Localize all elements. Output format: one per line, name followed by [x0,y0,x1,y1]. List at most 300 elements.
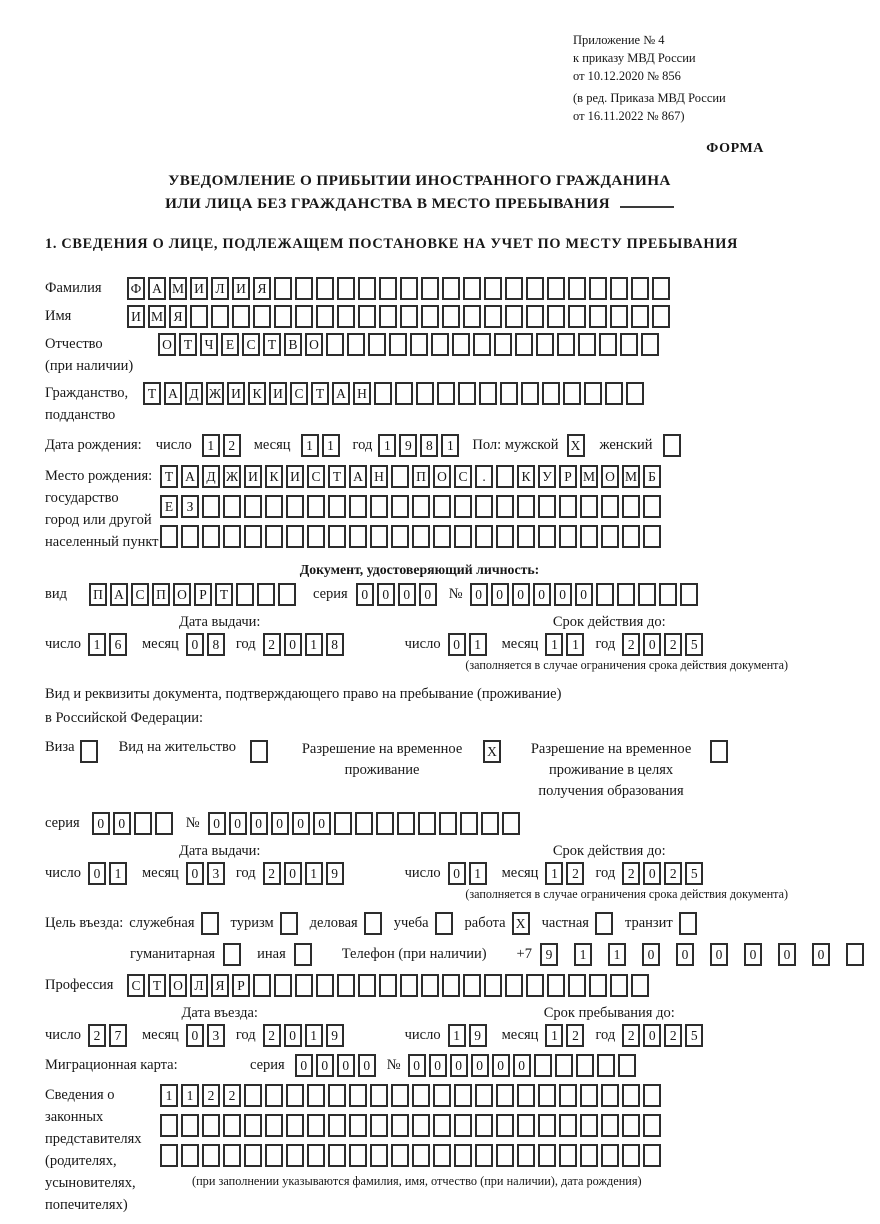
char-box[interactable]: 0 [250,812,268,835]
sex-male-checkbox[interactable]: X [567,434,585,457]
char-box[interactable] [223,1114,241,1137]
char-box[interactable]: 0 [778,943,796,966]
char-box[interactable] [349,1144,367,1167]
char-box[interactable] [643,525,661,548]
char-box[interactable] [605,382,623,405]
char-box[interactable]: 0 [575,583,593,606]
char-box[interactable]: Я [253,277,271,300]
char-box[interactable] [307,1114,325,1137]
char-box[interactable] [265,495,283,518]
char-box[interactable] [349,1084,367,1107]
char-box[interactable]: 1 [574,943,592,966]
char-box[interactable] [244,1144,262,1167]
char-box[interactable] [559,1084,577,1107]
char-box[interactable] [580,495,598,518]
char-box[interactable]: 0 [744,943,762,966]
char-box[interactable] [337,305,355,328]
char-box[interactable] [517,525,535,548]
char-box[interactable] [521,382,539,405]
char-box[interactable] [557,333,575,356]
char-box[interactable]: 0 [812,943,830,966]
char-box[interactable] [421,305,439,328]
char-box[interactable] [134,812,152,835]
char-box[interactable] [580,525,598,548]
char-box[interactable] [596,583,614,606]
char-box[interactable] [454,525,472,548]
char-box[interactable] [680,583,698,606]
char-box[interactable] [601,1114,619,1137]
char-box[interactable] [355,812,373,835]
char-box[interactable] [601,495,619,518]
char-box[interactable] [559,495,577,518]
char-box[interactable] [526,305,544,328]
char-box[interactable] [328,495,346,518]
char-box[interactable] [433,1084,451,1107]
char-box[interactable] [181,1114,199,1137]
char-box[interactable]: Л [211,277,229,300]
char-box[interactable] [274,974,292,997]
char-box[interactable] [631,277,649,300]
char-box[interactable] [295,974,313,997]
char-box[interactable] [626,382,644,405]
char-box[interactable] [484,305,502,328]
char-box[interactable] [410,333,428,356]
char-box[interactable]: 1 [545,1024,563,1047]
char-box[interactable]: 0 [337,1054,355,1077]
char-box[interactable] [643,1114,661,1137]
char-box[interactable] [412,1114,430,1137]
char-box[interactable]: 0 [186,633,204,656]
char-box[interactable] [517,1084,535,1107]
char-box[interactable] [400,277,418,300]
char-box[interactable] [475,525,493,548]
char-box[interactable] [160,525,178,548]
char-box[interactable] [584,382,602,405]
char-box[interactable] [379,305,397,328]
char-box[interactable]: 0 [284,633,302,656]
char-box[interactable] [643,495,661,518]
char-box[interactable] [563,382,581,405]
char-box[interactable]: 0 [643,1024,661,1047]
char-box[interactable]: И [244,465,262,488]
char-box[interactable] [370,1084,388,1107]
char-box[interactable]: Ч [200,333,218,356]
char-box[interactable]: Ф [127,277,145,300]
char-box[interactable]: Т [160,465,178,488]
char-box[interactable] [412,495,430,518]
char-box[interactable]: К [248,382,266,405]
char-box[interactable] [370,525,388,548]
char-box[interactable] [547,305,565,328]
char-box[interactable] [395,382,413,405]
char-box[interactable]: 1 [322,434,340,457]
char-box[interactable]: 0 [429,1054,447,1077]
char-box[interactable]: 1 [545,633,563,656]
char-box[interactable] [618,1054,636,1077]
char-box[interactable]: 9 [326,862,344,885]
char-box[interactable]: 0 [316,1054,334,1077]
char-box[interactable] [358,974,376,997]
char-box[interactable] [475,1084,493,1107]
char-box[interactable]: 2 [223,1084,241,1107]
char-box[interactable] [580,1084,598,1107]
char-box[interactable] [568,974,586,997]
char-box[interactable] [389,333,407,356]
char-box[interactable] [496,1084,514,1107]
char-box[interactable] [349,495,367,518]
char-box[interactable]: 5 [685,633,703,656]
char-box[interactable] [391,1144,409,1167]
char-box[interactable] [307,525,325,548]
char-box[interactable]: 1 [469,862,487,885]
char-box[interactable] [622,525,640,548]
char-box[interactable] [349,1114,367,1137]
char-box[interactable]: Е [160,495,178,518]
char-box[interactable] [202,495,220,518]
char-box[interactable] [349,525,367,548]
char-box[interactable] [526,277,544,300]
char-box[interactable]: У [538,465,556,488]
char-box[interactable]: С [131,583,149,606]
char-box[interactable] [538,1144,556,1167]
purpose-tourism-checkbox[interactable] [280,912,298,935]
char-box[interactable]: 0 [229,812,247,835]
char-box[interactable]: О [305,333,323,356]
purpose-transit-checkbox[interactable] [679,912,697,935]
char-box[interactable] [391,495,409,518]
char-box[interactable]: 2 [622,862,640,885]
char-box[interactable]: 1 [608,943,626,966]
char-box[interactable]: 5 [685,1024,703,1047]
char-box[interactable]: 1 [301,434,319,457]
char-box[interactable] [610,305,628,328]
char-box[interactable]: 2 [622,1024,640,1047]
char-box[interactable] [452,333,470,356]
char-box[interactable]: А [332,382,350,405]
char-box[interactable] [542,382,560,405]
char-box[interactable] [484,974,502,997]
char-box[interactable] [307,1084,325,1107]
char-box[interactable]: 1 [181,1084,199,1107]
char-box[interactable] [599,333,617,356]
char-box[interactable] [496,465,514,488]
char-box[interactable]: 1 [469,633,487,656]
char-box[interactable] [328,1114,346,1137]
char-box[interactable] [622,495,640,518]
char-box[interactable] [458,382,476,405]
char-box[interactable]: С [454,465,472,488]
char-box[interactable] [286,1144,304,1167]
char-box[interactable] [337,974,355,997]
char-box[interactable] [421,277,439,300]
char-box[interactable]: А [164,382,182,405]
char-box[interactable] [496,1144,514,1167]
char-box[interactable] [568,277,586,300]
char-box[interactable]: 0 [92,812,110,835]
char-box[interactable]: И [232,277,250,300]
char-box[interactable]: Т [148,974,166,997]
char-box[interactable] [370,495,388,518]
char-box[interactable] [391,525,409,548]
char-box[interactable] [652,305,670,328]
char-box[interactable]: 0 [513,1054,531,1077]
char-box[interactable] [601,1084,619,1107]
char-box[interactable] [601,1144,619,1167]
char-box[interactable]: П [412,465,430,488]
char-box[interactable] [431,333,449,356]
char-box[interactable] [559,1114,577,1137]
char-box[interactable]: 2 [88,1024,106,1047]
char-box[interactable]: 0 [113,812,131,835]
char-box[interactable] [601,525,619,548]
char-box[interactable] [622,1144,640,1167]
char-box[interactable] [547,974,565,997]
char-box[interactable] [253,974,271,997]
char-box[interactable] [500,382,518,405]
char-box[interactable]: 1 [441,434,459,457]
char-box[interactable] [379,974,397,997]
char-box[interactable] [473,333,491,356]
purpose-work-checkbox[interactable]: X [512,912,530,935]
char-box[interactable] [328,1144,346,1167]
char-box[interactable] [379,277,397,300]
char-box[interactable] [328,525,346,548]
char-box[interactable]: Р [194,583,212,606]
char-box[interactable]: 0 [377,583,395,606]
char-box[interactable] [505,277,523,300]
char-box[interactable] [160,1114,178,1137]
char-box[interactable]: Н [370,465,388,488]
char-box[interactable] [370,1114,388,1137]
char-box[interactable] [181,525,199,548]
char-box[interactable]: 1 [305,862,323,885]
char-box[interactable] [337,277,355,300]
char-box[interactable] [442,974,460,997]
char-box[interactable]: 2 [664,862,682,885]
char-box[interactable]: 0 [491,583,509,606]
char-box[interactable]: Т [311,382,329,405]
temp-residence-checkbox[interactable]: X [483,740,501,763]
char-box[interactable]: 9 [469,1024,487,1047]
char-box[interactable] [538,495,556,518]
char-box[interactable]: 0 [419,583,437,606]
char-box[interactable]: 0 [554,583,572,606]
char-box[interactable] [181,1144,199,1167]
char-box[interactable] [580,1144,598,1167]
char-box[interactable]: Ж [206,382,224,405]
char-box[interactable] [307,495,325,518]
char-box[interactable] [454,1144,472,1167]
char-box[interactable] [568,305,586,328]
char-box[interactable]: И [127,305,145,328]
char-box[interactable]: А [181,465,199,488]
char-box[interactable] [622,1114,640,1137]
char-box[interactable] [316,305,334,328]
char-box[interactable]: М [148,305,166,328]
char-box[interactable]: 1 [305,633,323,656]
char-box[interactable] [421,974,439,997]
char-box[interactable]: 9 [540,943,558,966]
char-box[interactable] [368,333,386,356]
char-box[interactable] [316,277,334,300]
char-box[interactable]: М [580,465,598,488]
char-box[interactable] [580,1114,598,1137]
char-box[interactable] [610,974,628,997]
char-box[interactable] [358,277,376,300]
char-box[interactable] [479,382,497,405]
char-box[interactable]: 9 [399,434,417,457]
char-box[interactable] [316,974,334,997]
char-box[interactable] [526,974,544,997]
char-box[interactable] [334,812,352,835]
purpose-humanitarian-checkbox[interactable] [223,943,241,966]
char-box[interactable]: Я [211,974,229,997]
char-box[interactable] [460,812,478,835]
char-box[interactable] [454,495,472,518]
char-box[interactable] [223,495,241,518]
char-box[interactable] [534,1054,552,1077]
char-box[interactable]: 0 [88,862,106,885]
char-box[interactable]: 2 [622,633,640,656]
char-box[interactable] [515,333,533,356]
char-box[interactable]: 0 [358,1054,376,1077]
char-box[interactable] [223,1144,241,1167]
char-box[interactable] [274,277,292,300]
char-box[interactable] [631,305,649,328]
char-box[interactable]: 0 [284,862,302,885]
char-box[interactable] [496,525,514,548]
char-box[interactable]: М [169,277,187,300]
char-box[interactable]: 1 [202,434,220,457]
char-box[interactable]: 2 [263,1024,281,1047]
char-box[interactable]: 2 [223,434,241,457]
char-box[interactable] [223,525,241,548]
char-box[interactable] [295,277,313,300]
char-box[interactable] [589,974,607,997]
char-box[interactable]: 0 [292,812,310,835]
char-box[interactable]: М [622,465,640,488]
char-box[interactable]: О [601,465,619,488]
char-box[interactable]: 0 [186,862,204,885]
char-box[interactable] [463,305,481,328]
visa-checkbox[interactable] [80,740,98,763]
char-box[interactable]: Д [185,382,203,405]
char-box[interactable] [437,382,455,405]
char-box[interactable]: И [227,382,245,405]
char-box[interactable]: 0 [450,1054,468,1077]
char-box[interactable] [538,525,556,548]
char-box[interactable]: Т [215,583,233,606]
char-box[interactable] [376,812,394,835]
char-box[interactable] [155,812,173,835]
char-box[interactable]: 1 [160,1084,178,1107]
char-box[interactable]: И [190,277,208,300]
char-box[interactable] [274,305,292,328]
char-box[interactable] [538,1084,556,1107]
char-box[interactable]: . [475,465,493,488]
char-box[interactable]: 2 [263,862,281,885]
char-box[interactable]: Т [143,382,161,405]
char-box[interactable] [391,465,409,488]
char-box[interactable] [370,1144,388,1167]
char-box[interactable] [463,974,481,997]
char-box[interactable]: 0 [208,812,226,835]
char-box[interactable] [326,333,344,356]
char-box[interactable] [439,812,457,835]
char-box[interactable] [211,305,229,328]
char-box[interactable]: С [290,382,308,405]
char-box[interactable] [307,1144,325,1167]
char-box[interactable]: 2 [202,1084,220,1107]
char-box[interactable] [536,333,554,356]
char-box[interactable] [643,1084,661,1107]
char-box[interactable] [412,525,430,548]
char-box[interactable]: Т [328,465,346,488]
char-box[interactable]: А [110,583,128,606]
char-box[interactable]: 2 [566,1024,584,1047]
char-box[interactable] [454,1084,472,1107]
char-box[interactable] [652,277,670,300]
char-box[interactable]: 7 [109,1024,127,1047]
char-box[interactable] [475,1144,493,1167]
char-box[interactable]: Т [263,333,281,356]
char-box[interactable] [559,1144,577,1167]
char-box[interactable] [659,583,677,606]
char-box[interactable] [416,382,434,405]
char-box[interactable] [475,1114,493,1137]
char-box[interactable]: З [181,495,199,518]
char-box[interactable]: О [173,583,191,606]
char-box[interactable]: Н [353,382,371,405]
char-box[interactable] [244,525,262,548]
char-box[interactable]: 0 [186,1024,204,1047]
char-box[interactable] [400,974,418,997]
char-box[interactable] [391,1084,409,1107]
char-box[interactable] [517,1114,535,1137]
char-box[interactable] [576,1054,594,1077]
char-box[interactable] [481,812,499,835]
char-box[interactable] [631,974,649,997]
char-box[interactable]: 0 [533,583,551,606]
char-box[interactable] [547,277,565,300]
char-box[interactable] [475,495,493,518]
char-box[interactable] [412,1084,430,1107]
char-box[interactable] [244,495,262,518]
char-box[interactable]: 0 [313,812,331,835]
char-box[interactable]: Р [232,974,250,997]
char-box[interactable]: К [265,465,283,488]
char-box[interactable]: 1 [545,862,563,885]
purpose-business-checkbox[interactable] [201,912,219,935]
char-box[interactable] [202,1144,220,1167]
purpose-private-checkbox[interactable] [595,912,613,935]
char-box[interactable] [374,382,392,405]
char-box[interactable]: 0 [356,583,374,606]
char-box[interactable] [265,1144,283,1167]
char-box[interactable] [517,1144,535,1167]
char-box[interactable] [559,525,577,548]
char-box[interactable] [400,305,418,328]
char-box[interactable]: К [517,465,535,488]
char-box[interactable] [484,277,502,300]
char-box[interactable]: 0 [408,1054,426,1077]
char-box[interactable] [190,305,208,328]
char-box[interactable] [160,1144,178,1167]
char-box[interactable]: 0 [642,943,660,966]
sex-female-checkbox[interactable] [663,434,681,457]
char-box[interactable]: 3 [207,1024,225,1047]
char-box[interactable]: 2 [664,1024,682,1047]
